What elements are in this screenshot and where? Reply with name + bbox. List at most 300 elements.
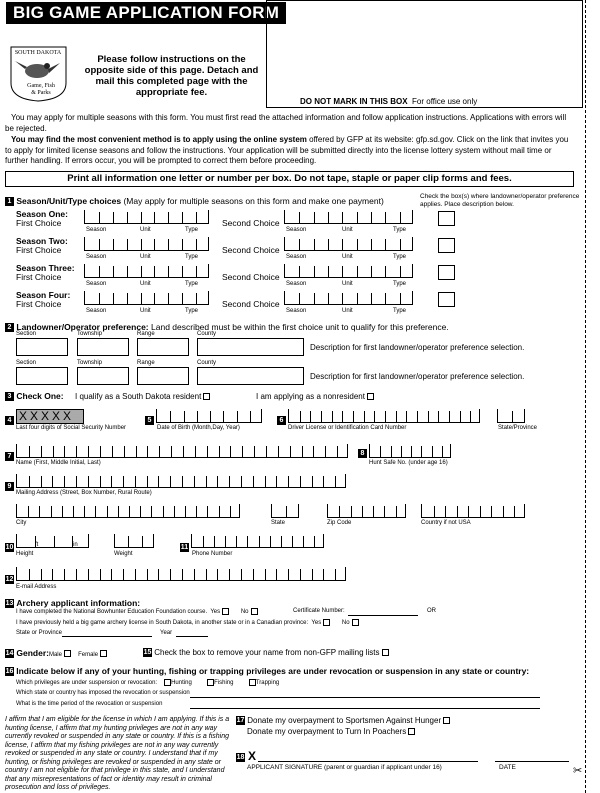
comb-divider xyxy=(406,411,407,423)
comb-divider xyxy=(357,293,358,305)
section-4-num: 4 xyxy=(5,416,14,425)
season-label: Season One: xyxy=(16,209,68,219)
comb-divider xyxy=(241,476,242,488)
comb-divider xyxy=(335,569,336,581)
signature-x: X xyxy=(248,749,257,763)
season-sublabel: Season xyxy=(286,308,307,314)
comb-divider xyxy=(206,476,207,488)
comb-divider xyxy=(288,476,289,488)
comb-divider xyxy=(254,446,255,458)
comb-divider xyxy=(154,266,155,278)
first-choice-field[interactable] xyxy=(84,291,209,305)
comb-divider xyxy=(357,266,358,278)
comb-divider xyxy=(168,293,169,305)
comb-divider xyxy=(385,266,386,278)
comb-divider xyxy=(196,506,197,518)
office-use-label: DO NOT MARK IN THIS BOX For office use only xyxy=(300,97,478,106)
comb-divider xyxy=(127,293,128,305)
comb-divider xyxy=(421,446,422,458)
archery-license-row: I have previously held a big game archery license in South Dakota, in another state or in a Canadian province: Yes No xyxy=(16,619,359,626)
affirmation-text: I affirm that I am eligible for the license in which I am applying. If this is a hunting license, I affirm that my hunting privileges are not in any way currently revoked or suspended in any state or country. If this is a fishing license, I affirm that my fishing privileges are not in any way currently revoked or suspended in any state or country. I understand that if my hunting, or fishing privileges are revoked or suspended in any state or country I am not eligible for that privilege in this state, and I understand that any misrepresentations of fact or identity may result in criminal prosecution and loss of privileges. xyxy=(5,716,230,791)
mailing-address-label: Mailing Address (Street, Box Number, Rural Route) xyxy=(16,490,152,496)
ssn-field[interactable]: XXXXX xyxy=(16,409,84,424)
comb-divider xyxy=(41,569,42,581)
comb-divider xyxy=(313,446,314,458)
first-choice-label: First Choice xyxy=(16,245,62,255)
section-2-header: 2 Landowner/Operator preference: Land described must be within the first choice unit to qualify for this preference. xyxy=(5,322,449,332)
comb-divider xyxy=(28,506,29,518)
city-label: City xyxy=(16,520,27,526)
section-15-row: 15 Check the box to remove your name from non-GFP mailing lists xyxy=(143,648,389,657)
comb-divider xyxy=(170,476,171,488)
state-province-label: State or Province xyxy=(16,630,63,636)
comb-divider xyxy=(182,569,183,581)
comb-divider xyxy=(52,569,53,581)
gfp-logo xyxy=(5,43,72,103)
comb-divider xyxy=(154,212,155,224)
unit-sublabel: Unit xyxy=(342,308,353,314)
comb-divider xyxy=(196,212,197,224)
comb-divider xyxy=(141,293,142,305)
comb-divider xyxy=(480,506,481,518)
comb-divider xyxy=(314,212,315,224)
preference-checkbox[interactable] xyxy=(438,292,455,307)
comb-divider xyxy=(141,266,142,278)
comb-divider xyxy=(76,446,77,458)
section-input[interactable] xyxy=(16,338,68,356)
comb-divider xyxy=(203,536,204,548)
state-province-line[interactable] xyxy=(62,636,152,637)
comb-divider xyxy=(52,476,53,488)
comb-divider xyxy=(371,293,372,305)
comb-divider xyxy=(111,476,112,488)
resident-option[interactable]: I qualify as a South Dakota resident xyxy=(75,392,210,401)
comb-divider xyxy=(62,506,63,518)
name-label: Name (First, Middle Initial, Last) xyxy=(16,460,101,466)
second-choice-label: Second Choice xyxy=(222,245,280,255)
first-choice-label: First Choice xyxy=(16,218,62,228)
comb-divider xyxy=(286,506,287,518)
season-sublabel: Season xyxy=(286,227,307,233)
course-yes-checkbox[interactable] xyxy=(222,608,229,615)
comb-divider xyxy=(168,212,169,224)
date-line[interactable] xyxy=(495,761,569,762)
course-no-checkbox[interactable] xyxy=(251,608,258,615)
section-col-label: Section xyxy=(16,331,37,337)
comb-divider xyxy=(184,411,185,423)
range-col-label: Range xyxy=(137,360,155,366)
comb-divider xyxy=(310,411,311,423)
comb-divider xyxy=(54,536,55,548)
comb-divider xyxy=(163,506,164,518)
comb-divider xyxy=(168,239,169,251)
first-choice-label: First Choice xyxy=(16,299,62,309)
comb-divider xyxy=(250,411,251,423)
comb-divider xyxy=(299,293,300,305)
cert-number-line[interactable] xyxy=(348,615,418,616)
comb-divider xyxy=(281,536,282,548)
donate-tip-checkbox[interactable] xyxy=(408,728,415,735)
section-10-num: 10 xyxy=(5,544,14,551)
unit-sublabel: Unit xyxy=(140,254,151,260)
comb-divider xyxy=(147,569,148,581)
dob-label: Date of Birth (Month,Day, Year) xyxy=(157,425,240,431)
ft-label: ft xyxy=(35,542,39,548)
season-sublabel: Season xyxy=(86,281,107,287)
comb-divider xyxy=(107,506,108,518)
comb-divider xyxy=(266,446,267,458)
comb-divider xyxy=(53,446,54,458)
signature-label: APPLICANT SIGNATURE (parent or guardian if applicant under 16) xyxy=(247,764,442,771)
revoking-state-line[interactable] xyxy=(190,697,540,698)
comb-divider xyxy=(442,446,443,458)
trapping-checkbox[interactable] xyxy=(249,679,256,686)
comb-divider xyxy=(314,536,315,548)
first-choice-field[interactable] xyxy=(84,210,209,224)
township-col-label: Township xyxy=(77,331,103,337)
section-18-num: 18 xyxy=(236,754,245,761)
comb-divider xyxy=(118,506,119,518)
preference-checkbox[interactable] xyxy=(438,265,455,280)
signature-line[interactable] xyxy=(258,761,478,762)
comb-divider xyxy=(127,266,128,278)
preference-note: Check the box(s) where landowner/operator preference applies. Place description below. xyxy=(420,193,580,208)
season-label: Season Two: xyxy=(16,236,68,246)
type-sublabel: Type xyxy=(185,227,199,233)
comb-divider xyxy=(230,506,231,518)
section-9-num: 9 xyxy=(5,482,14,491)
season-sublabel: Season xyxy=(286,254,307,260)
bowhunter-course-row: I have completed the National Bowhunter Education Foundation course. Yes No xyxy=(16,608,258,615)
comb-divider xyxy=(290,446,291,458)
type-sublabel: Type xyxy=(185,281,199,287)
section-input[interactable] xyxy=(16,367,68,385)
comb-divider xyxy=(99,293,100,305)
first-choice-field[interactable] xyxy=(84,264,209,278)
comb-divider xyxy=(236,536,237,548)
second-choice-field[interactable] xyxy=(284,264,413,278)
comb-divider xyxy=(512,411,513,423)
comb-divider xyxy=(219,446,220,458)
comb-divider xyxy=(207,446,208,458)
female-checkbox[interactable] xyxy=(100,650,107,657)
comb-divider xyxy=(300,476,301,488)
license-yes-checkbox[interactable] xyxy=(323,619,330,626)
comb-divider xyxy=(342,411,343,423)
comb-divider xyxy=(364,411,365,423)
comb-divider xyxy=(51,506,52,518)
preference-description-label: Description for first landowner/operator preference selection. xyxy=(310,343,525,352)
township-col-label: Township xyxy=(77,360,103,366)
comb-divider xyxy=(371,212,372,224)
comb-divider xyxy=(64,476,65,488)
driver-license-field[interactable] xyxy=(288,409,480,423)
type-sublabel: Type xyxy=(393,254,407,260)
comb-divider xyxy=(182,212,183,224)
unit-sublabel: Unit xyxy=(342,254,353,260)
dl-state-label: State/Province xyxy=(498,425,538,431)
comb-divider xyxy=(514,506,515,518)
comb-divider xyxy=(123,476,124,488)
type-sublabel: Type xyxy=(393,227,407,233)
comb-divider xyxy=(29,569,30,581)
comb-divider xyxy=(357,212,358,224)
comb-divider xyxy=(113,239,114,251)
comb-divider xyxy=(100,446,101,458)
dob-field[interactable] xyxy=(156,409,262,423)
hunt-safe-label: Hunt Safe No. (under age 16) xyxy=(369,460,448,466)
section-6-num: 6 xyxy=(277,416,286,425)
comb-divider xyxy=(357,239,358,251)
range-input[interactable] xyxy=(137,367,189,385)
comb-divider xyxy=(95,506,96,518)
comb-divider xyxy=(373,506,374,518)
comb-divider xyxy=(171,446,172,458)
comb-divider xyxy=(182,293,183,305)
range-input[interactable] xyxy=(137,338,189,356)
revoking-state-label: Which state or country has imposed the revocation or suspension xyxy=(16,690,190,696)
in-label: in xyxy=(73,542,78,548)
comb-divider xyxy=(99,239,100,251)
comb-divider xyxy=(225,536,226,548)
name-field[interactable] xyxy=(16,444,348,458)
comb-divider xyxy=(182,266,183,278)
revocation-period-line[interactable] xyxy=(190,708,540,709)
comb-divider xyxy=(470,411,471,423)
comb-divider xyxy=(314,239,315,251)
first-choice-label: First Choice xyxy=(16,272,62,282)
email-field[interactable] xyxy=(16,567,346,581)
year-label: Year xyxy=(160,630,173,636)
comb-divider xyxy=(337,446,338,458)
resident-checkbox[interactable] xyxy=(203,393,210,400)
comb-divider xyxy=(323,476,324,488)
comb-divider xyxy=(503,506,504,518)
comb-divider xyxy=(323,569,324,581)
comb-divider xyxy=(76,476,77,488)
section-14-row: 14 Gender:Male Female xyxy=(5,648,107,660)
comb-divider xyxy=(29,446,30,458)
type-sublabel: Type xyxy=(185,308,199,314)
license-no-checkbox[interactable] xyxy=(352,619,359,626)
section-11-num: 11 xyxy=(180,544,189,551)
nonresident-option[interactable]: I am applying as a nonresident xyxy=(256,392,374,401)
comb-divider xyxy=(342,266,343,278)
comb-divider xyxy=(147,446,148,458)
comb-divider xyxy=(396,411,397,423)
comb-divider xyxy=(183,446,184,458)
township-input[interactable] xyxy=(77,338,129,356)
donate-sah-row: 17 Donate my overpayment to Sportsmen Against Hunger xyxy=(236,716,450,725)
comb-divider xyxy=(400,212,401,224)
type-sublabel: Type xyxy=(393,308,407,314)
phone-label: Phone Number xyxy=(192,551,233,557)
comb-divider xyxy=(99,212,100,224)
comb-divider xyxy=(300,411,301,423)
mailing-address-field[interactable] xyxy=(16,474,346,488)
comb-divider xyxy=(401,446,402,458)
comb-divider xyxy=(41,446,42,458)
comb-divider xyxy=(380,446,381,458)
first-choice-field[interactable] xyxy=(84,237,209,251)
comb-divider xyxy=(299,239,300,251)
second-choice-field[interactable] xyxy=(284,237,413,251)
season-sublabel: Season xyxy=(86,227,107,233)
svg-text:SOUTH DAKOTA: SOUTH DAKOTA xyxy=(14,50,62,56)
comb-divider xyxy=(210,411,211,423)
township-input[interactable] xyxy=(77,367,129,385)
comb-divider xyxy=(158,569,159,581)
comb-divider xyxy=(197,411,198,423)
comb-divider xyxy=(217,476,218,488)
form-title: BIG GAME APPLICATION FORM xyxy=(6,2,286,24)
comb-divider xyxy=(88,476,89,488)
comb-divider xyxy=(195,446,196,458)
comb-divider xyxy=(196,293,197,305)
county-input[interactable] xyxy=(197,338,304,356)
state-field[interactable] xyxy=(271,504,299,518)
unit-sublabel: Unit xyxy=(342,281,353,287)
comb-divider xyxy=(135,569,136,581)
comb-divider xyxy=(206,569,207,581)
comb-divider xyxy=(468,506,469,518)
comb-divider xyxy=(460,411,461,423)
comb-divider xyxy=(241,569,242,581)
comb-divider xyxy=(328,239,329,251)
zip-field[interactable] xyxy=(327,504,406,518)
comb-divider xyxy=(111,569,112,581)
comb-divider xyxy=(223,411,224,423)
section-5-num: 5 xyxy=(145,416,154,425)
nonresident-checkbox[interactable] xyxy=(367,393,374,400)
range-col-label: Range xyxy=(137,331,155,337)
comb-divider xyxy=(154,239,155,251)
country-field[interactable] xyxy=(421,504,525,518)
season-label: Season Three: xyxy=(16,263,75,273)
comb-divider xyxy=(39,506,40,518)
print-notice: Print all information one letter or number per box. Do not tape, staple or paper clip forms and fees. xyxy=(5,171,574,187)
hunt-safe-field[interactable] xyxy=(369,444,451,458)
comb-divider xyxy=(321,411,322,423)
comb-divider xyxy=(449,411,450,423)
second-choice-field[interactable] xyxy=(284,291,413,305)
comb-divider xyxy=(127,239,128,251)
weight-field[interactable] xyxy=(114,534,154,548)
second-choice-label: Second Choice xyxy=(222,272,280,282)
comb-divider xyxy=(135,476,136,488)
comb-divider xyxy=(182,476,183,488)
comb-divider xyxy=(207,506,208,518)
comb-divider xyxy=(151,506,152,518)
comb-divider xyxy=(242,446,243,458)
section-16-header: 16 Indicate below if any of your hunting, fishing or trapping privileges are under revocation or suspension in any state or country: xyxy=(5,666,530,676)
height-field[interactable] xyxy=(16,534,89,548)
date-label: DATE xyxy=(499,764,516,771)
height-label: Height xyxy=(16,551,34,557)
phone-field[interactable] xyxy=(191,534,324,548)
comb-divider xyxy=(174,506,175,518)
city-field[interactable] xyxy=(16,504,240,518)
comb-divider xyxy=(141,212,142,224)
office-use-box xyxy=(266,0,583,108)
donate-sah-checkbox[interactable] xyxy=(443,717,450,724)
comb-divider xyxy=(159,446,160,458)
comb-divider xyxy=(335,476,336,488)
cert-number-label: Certificate Number: xyxy=(293,608,345,614)
comb-divider xyxy=(168,266,169,278)
comb-divider xyxy=(400,239,401,251)
comb-divider xyxy=(170,411,171,423)
comb-divider xyxy=(64,569,65,581)
comb-divider xyxy=(113,212,114,224)
comb-divider xyxy=(491,506,492,518)
comb-divider xyxy=(396,506,397,518)
preference-checkbox[interactable] xyxy=(438,238,455,253)
svg-text:Game, Fish: Game, Fish xyxy=(27,83,55,89)
county-input[interactable] xyxy=(197,367,304,385)
male-checkbox[interactable] xyxy=(64,650,71,657)
comb-divider xyxy=(342,212,343,224)
comb-divider xyxy=(100,476,101,488)
comb-divider xyxy=(339,506,340,518)
year-line[interactable] xyxy=(176,636,208,637)
comb-divider xyxy=(140,506,141,518)
section-8-num: 8 xyxy=(358,449,367,458)
season-label: Season Four: xyxy=(16,290,71,300)
comb-divider xyxy=(400,293,401,305)
comb-divider xyxy=(438,411,439,423)
section-13-header: 13 Archery applicant information: xyxy=(5,598,141,608)
comb-divider xyxy=(434,506,435,518)
comb-divider xyxy=(385,293,386,305)
second-choice-field[interactable] xyxy=(284,210,413,224)
driver-license-label: Driver License or Identification Card Number xyxy=(288,425,407,431)
comb-divider xyxy=(332,411,333,423)
comb-divider xyxy=(219,506,220,518)
comb-divider xyxy=(259,536,260,548)
scissors-icon: ✂ xyxy=(573,765,583,777)
comb-divider xyxy=(417,411,418,423)
comb-divider xyxy=(312,569,313,581)
comb-divider xyxy=(384,506,385,518)
comb-divider xyxy=(302,446,303,458)
comb-divider xyxy=(113,266,114,278)
comb-divider xyxy=(64,446,65,458)
comb-divider xyxy=(88,446,89,458)
season-sublabel: Season xyxy=(86,254,107,260)
mailing-optout-checkbox[interactable] xyxy=(382,649,389,656)
comb-divider xyxy=(328,266,329,278)
comb-divider xyxy=(374,411,375,423)
comb-divider xyxy=(432,446,433,458)
dl-state-field[interactable] xyxy=(497,409,525,423)
comb-divider xyxy=(29,476,30,488)
comb-divider xyxy=(170,569,171,581)
comb-divider xyxy=(112,446,113,458)
comb-divider xyxy=(136,446,137,458)
comb-divider xyxy=(196,266,197,278)
preference-checkbox[interactable] xyxy=(438,211,455,226)
comb-divider xyxy=(185,506,186,518)
comb-divider xyxy=(328,212,329,224)
county-col-label: County xyxy=(197,331,217,337)
comb-divider xyxy=(194,476,195,488)
svg-text:& Parks: & Parks xyxy=(31,90,51,96)
comb-divider xyxy=(129,506,130,518)
season-sublabel: Season xyxy=(86,308,107,314)
type-sublabel: Type xyxy=(393,281,407,287)
comb-divider xyxy=(88,569,89,581)
